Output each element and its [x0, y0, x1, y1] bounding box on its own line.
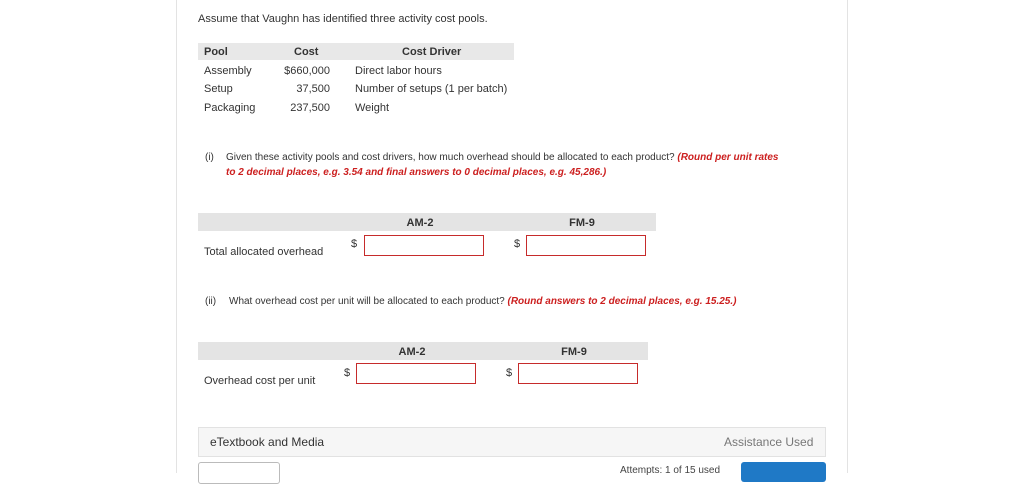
part-ii-hint: (Round answers to 2 decimal places, e.g. 15.25.) — [507, 296, 737, 307]
part-i-row-label: Total allocated overhead — [204, 246, 324, 258]
part-i-number: (i) — [205, 152, 214, 163]
part-i-dollar-am2: $ — [351, 238, 358, 250]
cost-per-unit-fm9-input[interactable] — [518, 363, 638, 384]
submit-answer-button[interactable] — [741, 462, 826, 482]
pool-header-pool: Pool — [204, 46, 228, 58]
pool-table-header — [198, 43, 514, 60]
part-i-question-text: Given these activity pools and cost drivers, how much overhead should be allocated to each product? — [226, 152, 675, 163]
pool-row-setup-driver: Number of setups (1 per batch) — [355, 83, 508, 95]
part-ii-dollar-fm9: $ — [506, 367, 513, 379]
part-ii-question-text: What overhead cost per unit will be allocated to each product? — [229, 296, 505, 307]
secondary-button[interactable] — [198, 462, 280, 484]
part-ii-dollar-am2: $ — [344, 367, 351, 379]
pool-header-cost: Cost — [294, 46, 319, 58]
cost-per-unit-am2-input[interactable] — [356, 363, 476, 384]
pool-row-packaging-name: Packaging — [204, 102, 256, 114]
total-overhead-am2-input[interactable] — [364, 235, 484, 256]
pool-row-assembly-name: Assembly — [204, 65, 252, 77]
pool-row-packaging-cost: 237,500 — [290, 102, 330, 114]
part-i-hint-line2: to 2 decimal places, e.g. 3.54 and final answers to 0 decimal places, e.g. 45,286.) — [226, 167, 607, 178]
part-i-hint-line1: (Round per unit rates — [677, 152, 779, 163]
assistance-used-label: Assistance Used — [724, 435, 814, 449]
part-ii-question — [229, 296, 736, 307]
pool-row-assembly-driver: Direct labor hours — [355, 65, 442, 77]
part-ii-number: (ii) — [205, 296, 217, 307]
part-ii-col-am2: AM-2 — [398, 346, 426, 358]
part-ii-row-label: Overhead cost per unit — [204, 375, 316, 387]
pool-row-setup-cost: 37,500 — [296, 83, 330, 95]
attempts-label: Attempts: 1 of 15 used — [620, 465, 721, 476]
part-ii-col-fm9: FM-9 — [561, 346, 587, 358]
total-overhead-fm9-input[interactable] — [526, 235, 646, 256]
pool-row-packaging-driver: Weight — [355, 102, 390, 114]
part-i-dollar-fm9: $ — [514, 238, 521, 250]
pool-row-assembly-cost: $660,000 — [284, 65, 330, 77]
part-i-question — [226, 152, 779, 163]
part-i-col-fm9: FM-9 — [569, 217, 595, 229]
etextbook-media-link[interactable]: eTextbook and Media — [210, 435, 325, 449]
pool-header-driver: Cost Driver — [402, 46, 462, 58]
intro-text: Assume that Vaughn has identified three activity cost pools. — [198, 13, 488, 25]
part-i-col-am2: AM-2 — [406, 217, 434, 229]
pool-row-setup-name: Setup — [204, 83, 233, 95]
